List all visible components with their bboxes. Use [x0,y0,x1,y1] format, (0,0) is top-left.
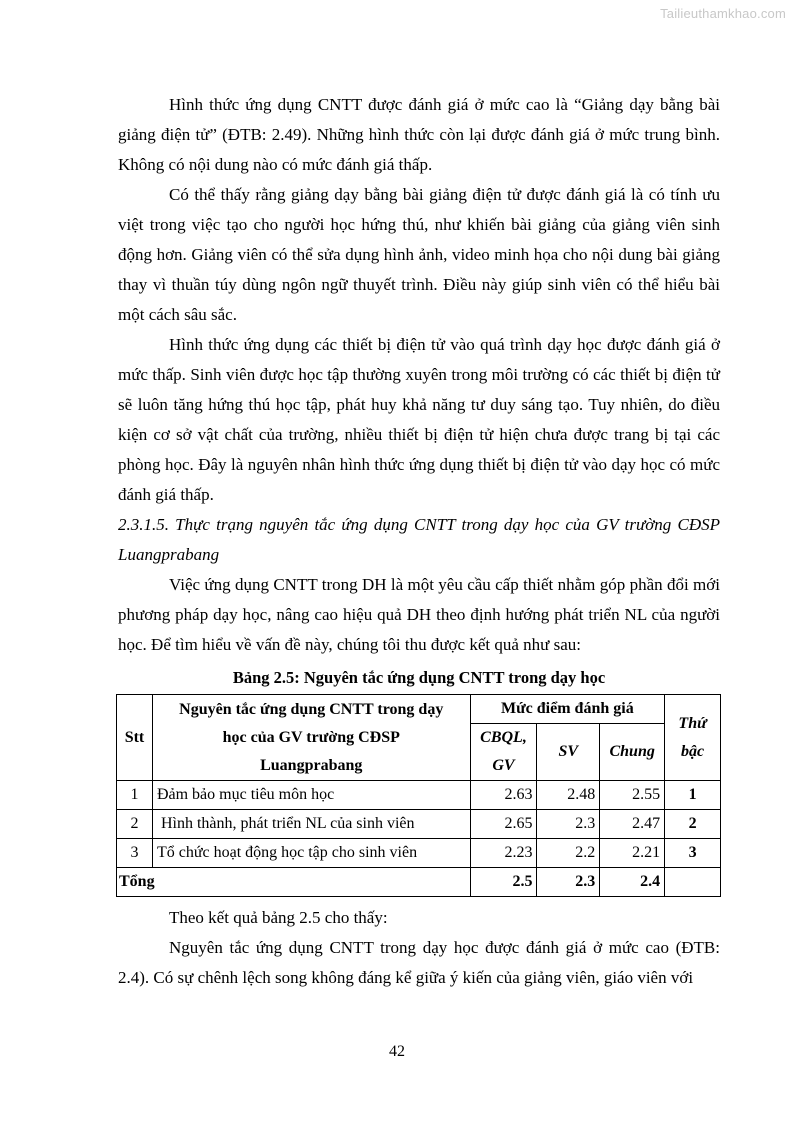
paragraph: Việc ứng dụng CNTT trong DH là một yêu cầu cấp thiết nhằm góp phần đổi mới phương pháp dạy học, nâng cao hiệu quả DH theo định hướng phát triển NL của người học. Để tìm hiểu về vấn đề này, chúng tôi thu được kết quả như sau: [118,575,720,654]
cell-cbql: 2.63 [470,781,537,810]
page-number: 42 [389,1043,405,1060]
table-row [117,781,721,810]
cell-sv: 2.2 [537,839,600,868]
header-rank-line: bậc [681,742,705,760]
cell-stt: 3 [117,839,153,868]
page-body [118,90,720,993]
cell-total-cbql: 2.5 [470,868,537,897]
cell-total-chung: 2.4 [600,868,665,897]
cell-total-rank [665,868,721,897]
cell-rank: 2 [665,810,721,839]
cell-total-sv: 2.3 [537,868,600,897]
paragraph: Nguyên tắc ứng dụng CNTT trong dạy học được đánh giá ở mức cao (ĐTB: 2.4). Có sự chênh lệch song không đáng kể giữa ý kiến của giảng viên, giáo viên với [118,938,720,987]
watermark: Tailieuthamkhao.com [660,6,786,21]
header-cbql-line: CBQL, [480,729,527,746]
header-stt: Stt [117,695,153,781]
section-heading: 2.3.1.5. Thực trạng nguyên tắc ứng dụng CNTT trong dạy học của GV trường CĐSP Luangprabang [118,515,720,564]
cell-rank: 1 [665,781,721,810]
cell-stt: 1 [117,781,153,810]
table-row [117,810,721,839]
table-total-row [117,868,721,897]
cell-principle: Đảm bảo mục tiêu môn học [152,781,470,810]
paragraph: Hình thức ứng dụng các thiết bị điện tử vào quá trình dạy học được đánh giá ở mức thấp. Sinh viên được học tập thường xuyên trong môi trường có các thiết bị điện tử sẽ luôn tăng hứng thú học tập, phát huy khả năng tư duy sáng tạo. Tuy nhiên, do điều kiện cơ sở vật chất của trường, nhiều thiết bị điện tử hiện chưa được trang bị tại các phòng học. Đây là nguyên nhân hình thức ứng dụng thiết bị điện tử vào dạy học có mức đánh giá thấp. [118,335,720,504]
header-chung: Chung [600,724,665,781]
cell-sv: 2.48 [537,781,600,810]
header-score-group: Mức điểm đánh giá [470,695,665,724]
cell-chung: 2.47 [600,810,665,839]
header-cbql [470,724,537,781]
paragraph: Theo kết quả bảng 2.5 cho thấy: [169,908,388,927]
cell-rank: 3 [665,839,721,868]
header-principle-line: học của GV trường CĐSP [222,728,400,746]
header-principle-line: Luangprabang [260,756,363,774]
cell-chung: 2.55 [600,781,665,810]
paragraph: Có thể thấy rằng giảng dạy bằng bài giảng điện tử được đánh giá là có tính ưu việt trong việc tạo cho người học hứng thú, như khiến bài giảng của giảng viên sinh động hơn. Giảng viên có thể sửa dụng hình ảnh, video minh họa cho nội dung bài giảng thay vì thuần túy dùng ngôn ngữ thuyết trình. Điều này giúp sinh viên có thể hiểu bài một cách sâu sắc. [118,185,720,324]
header-sv: SV [537,724,600,781]
header-rank [665,695,721,781]
header-cbql-line: GV [492,757,515,774]
table-header-row [117,695,721,724]
cell-cbql: 2.65 [470,810,537,839]
cell-sv: 2.3 [537,810,600,839]
cell-principle: Tổ chức hoạt động học tập cho sinh viên [152,839,470,868]
header-rank-line: Thứ [678,714,707,732]
cell-chung: 2.21 [600,839,665,868]
table-caption: Bảng 2.5: Nguyên tắc ứng dụng CNTT trong dạy học [232,668,606,687]
header-principle-line: Nguyên tắc ứng dụng CNTT trong dạy [179,700,444,718]
results-table [116,694,721,897]
cell-stt: 2 [117,810,153,839]
table-row [117,839,721,868]
header-principle [152,695,470,781]
paragraph: Hình thức ứng dụng CNTT được đánh giá ở mức cao là “Giảng dạy bằng bài giảng điện tử” (ĐTB: 2.49). Những hình thức còn lại được đánh giá ở mức trung bình. Không có nội dung nào có mức đánh giá thấp. [118,95,720,174]
cell-total-label: Tổng [117,868,471,897]
cell-cbql: 2.23 [470,839,537,868]
cell-principle: Hình thành, phát triển NL của sinh viên [152,810,470,839]
